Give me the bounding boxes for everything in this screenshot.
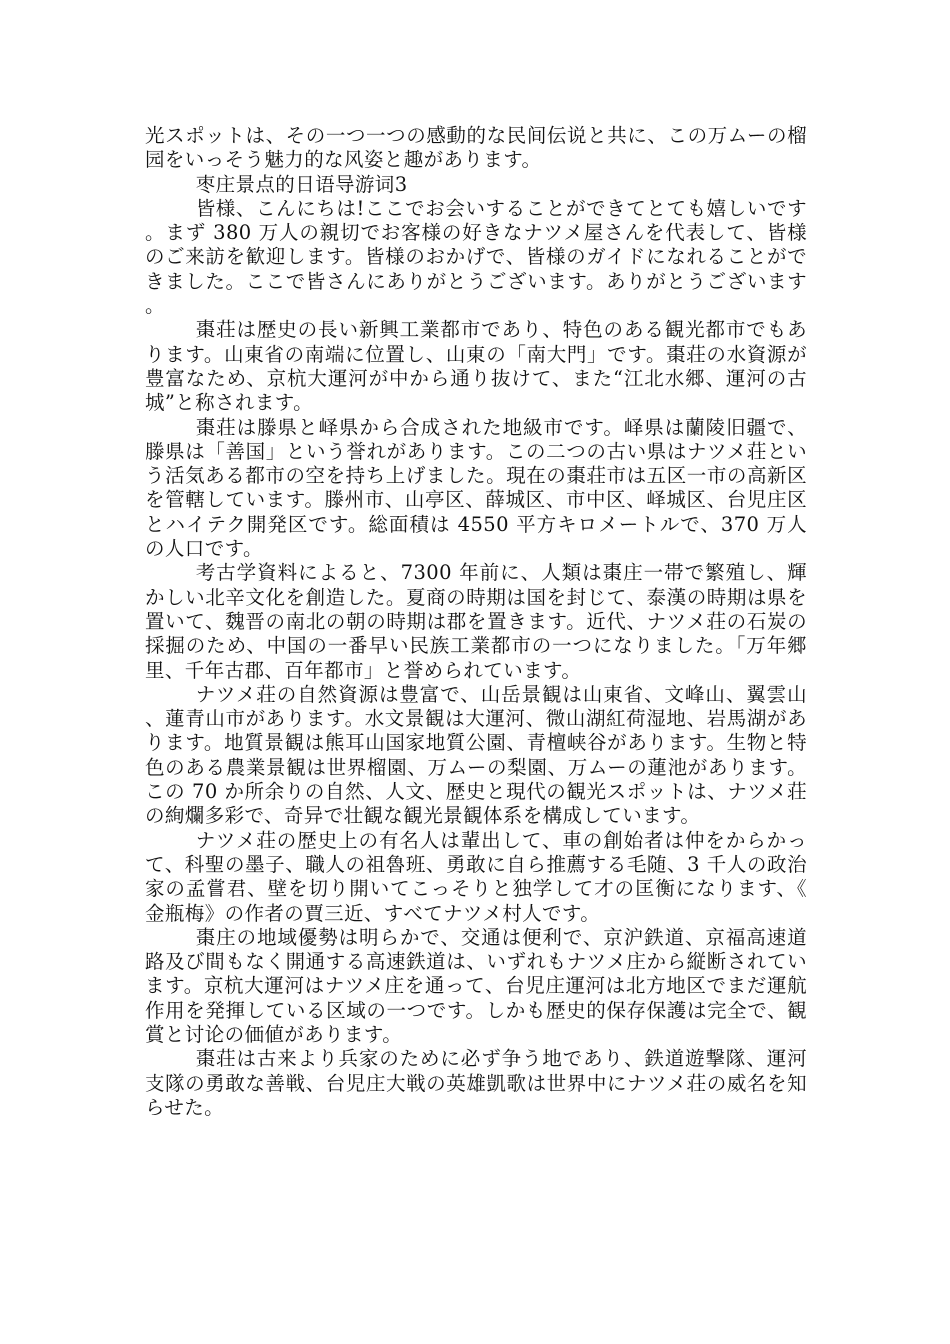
section-heading: 枣庄景点的日语导游词3 [195,172,408,196]
document-body [145,124,807,1120]
paragraph-history: 考古学資料によると、7300 年前に、人類は棗庄一帯で繁殖し、輝かしい北辛文化を創造した。夏商の時期は国を封じて、泰漢の時期は県を置いて、魏晋の南北の朝の時期は郡を置きます。近代、ナツメ荘の石炭の採掘のため、中国の一番早い民族工業都市の一つになりました。「万年郷里、千年古郡、百年都市」と誉められています。 [145,561,807,682]
paragraph-city-overview: 棗荘は歴史の長い新興工業都市であり、特色のある観光都市でもあります。山東省の南端に位置し、山東の「南大門」です。棗荘の水資源が豊富なため、京杭大運河が中から通り抜けて、また“江北水郷、運河の古城”と称されます。 [145,318,807,415]
paragraph-military-history: 棗荘は古来より兵家のために必ず争う地であり、鉄道遊撃隊、運河支隊の勇敢な善戦、台児庄大戦の英雄凱歌は世界中にナツメ荘の威名を知らせた。 [145,1047,807,1119]
paragraph-greeting: 皆様、こんにちは!ここでお会いすることができてとても嬉しいです。まず 380 万人の親切でお客様の好きなナツメ屋さんを代表して、皆様のご来訪を歓迎します。皆様のおかげで、皆様のガイドになれることができました。ここで皆さんにありがとうございます。ありがとうございます。 [145,196,807,318]
paragraph-administration: 棗荘は滕県と峄県から合成された地級市です。峄県は蘭陵旧疆で、滕県は「善国」という誉れがあります。この二つの古い県はナツメ荘という活気ある都市の空を持ち上げました。現在の棗荘市は五区一市の高新区を管轄しています。滕州市、山亭区、薛城区、市中区、峄城区、台児庄区とハイテク開発区です。総面積は 4550 平方キロメートルで、370 万人の人口です。 [145,415,807,561]
paragraph-transportation: 棗庄の地域優勢は明らかで、交通は便利で、京沪鉄道、京福高速道路及び間もなく開通する高速鉄道は、いずれもナツメ庄から縦断されています。京杭大運河はナツメ庄を通って、台児庄運河は北方地区でまだ運航作用を発揮している区域の一つです。しかも歴史的保存保護は完全で、観賞と讨论の価値があります。 [145,925,807,1046]
paragraph-natural-resources: ナツメ荘の自然資源は豊富で、山岳景観は山東省、文峰山、翼雲山、蓮青山市があります。水文景観は大運河、微山湖紅荷湿地、岩馬湖があります。地質景観は熊耳山国家地質公園、青檀峡谷があります。生物と特色のある農業景観は世界榴園、万ムーの梨園、万ムーの蓮池があります。この 70 か所余りの自然、人文、歴史と現代の観光スポットは、ナツメ荘の絢爛多彩で、奇异で壮観な観光景観体系を構成しています。 [145,682,807,828]
intro-paragraph: 光スポットは、その一つ一つの感動的な民间伝说と共に、この万ムーの榴园をいっそう魅力的な风姿と趣があります。 [145,124,807,172]
paragraph-famous-people: ナツメ荘の歴史上の有名人は輩出して、車の創始者は仲をからかって、科聖の墨子、職人の祖魯班、勇敢に自ら推薦する毛随、3 千人の政治家の孟嘗君、壁を切り開いてこっそりと独学して才の匡衡になります、《金瓶梅》の作者の賈三近、すべてナツメ村人です。 [145,828,807,925]
